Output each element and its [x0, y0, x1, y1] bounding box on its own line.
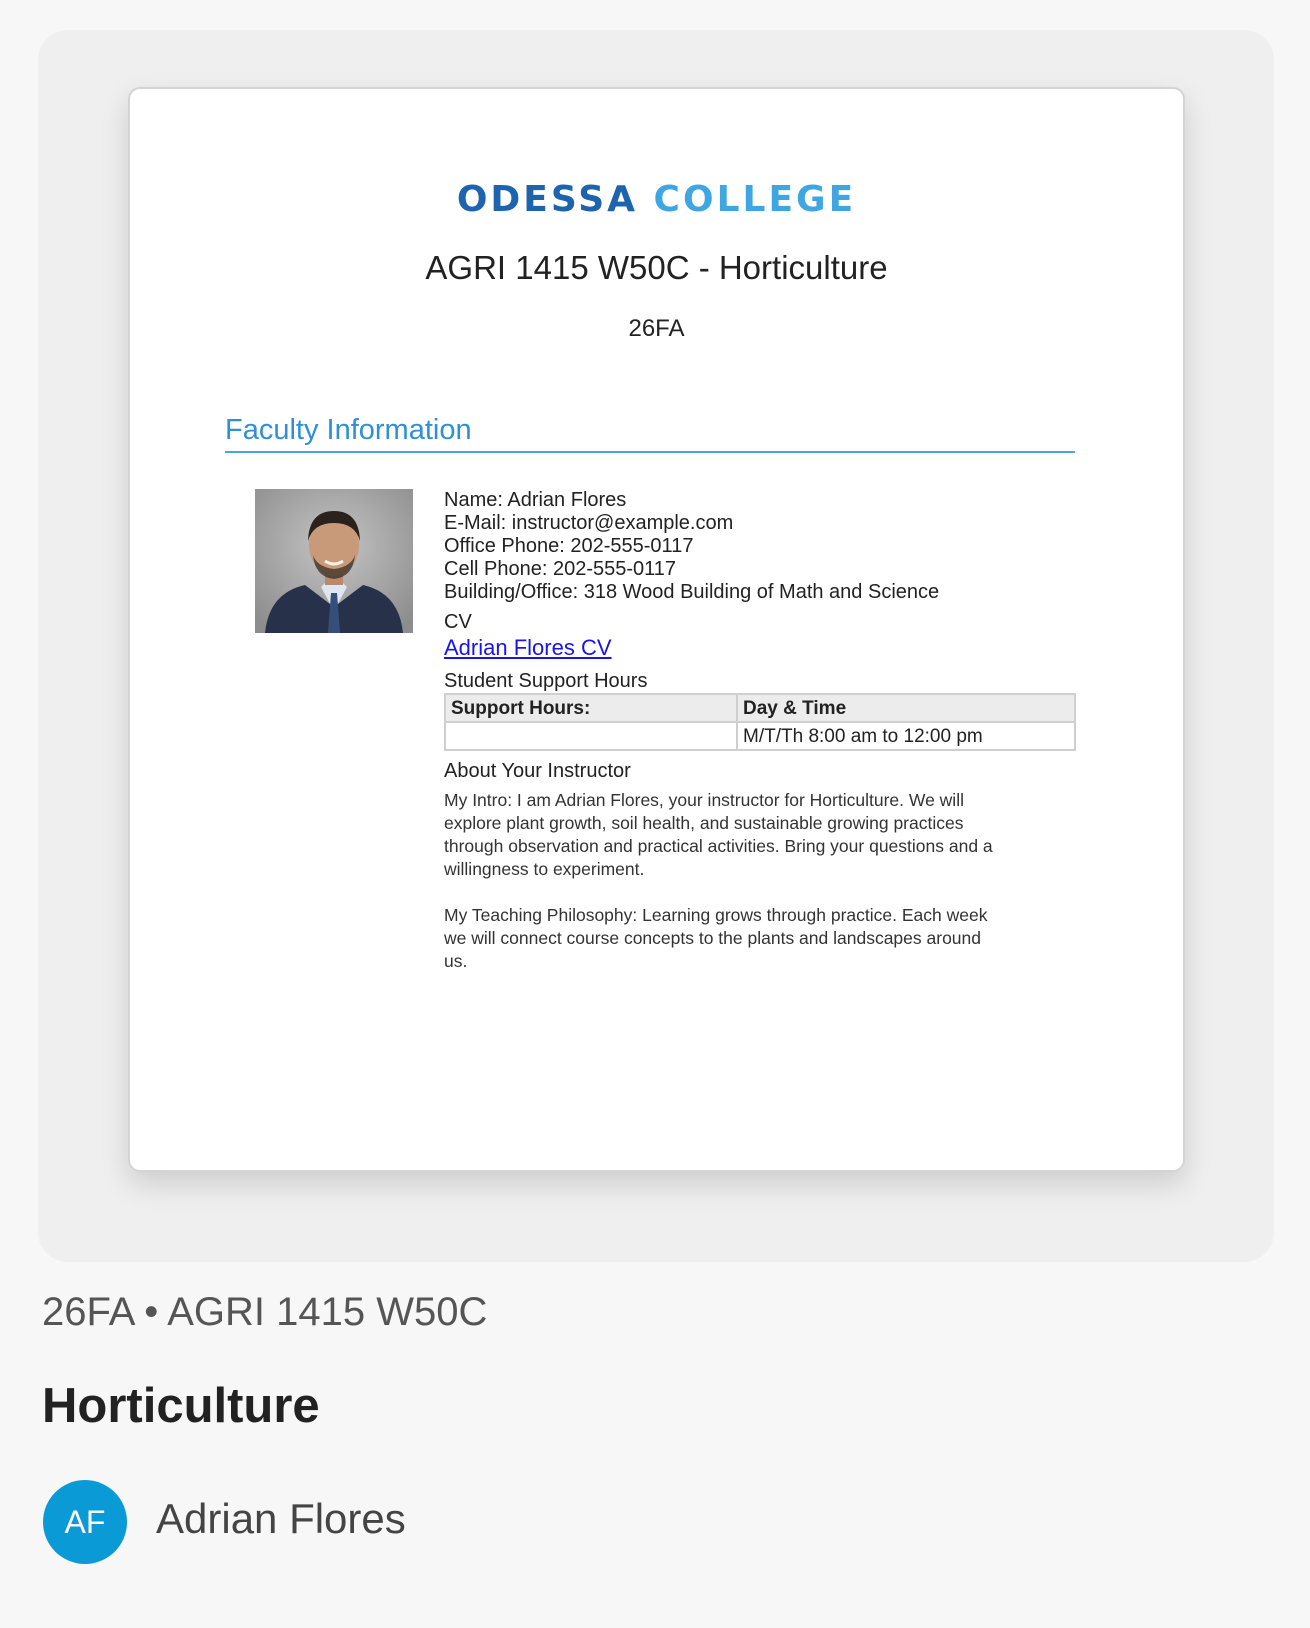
support-hours-label: Student Support Hours: [444, 670, 648, 692]
cv-link[interactable]: Adrian Flores CV: [444, 635, 612, 660]
table-header: Support Hours:: [445, 694, 737, 722]
table-cell: M/T/Th 8:00 am to 12:00 pm: [737, 722, 1075, 750]
support-hours-table: [444, 693, 1076, 751]
document-term: 26FA: [628, 315, 685, 342]
about-label: About Your Instructor: [444, 760, 631, 782]
table-row: [445, 722, 1075, 750]
info-office-phone: Office Phone: 202-555-0117: [444, 535, 694, 557]
philosophy-paragraph: My Teaching Philosophy: Learning grows through practice. Each week we will connect course concepts to the plants and landscapes around us.: [444, 905, 988, 971]
intro-paragraph: My Intro: I am Adrian Flores, your instructor for Horticulture. We will explore plant growth, soil health, and sustainable growing practices through observation and practical activities. Bring your questions and a willingness to experiment.: [444, 790, 993, 879]
instructor-name: Adrian Flores: [156, 1495, 406, 1542]
faculty-info: [444, 489, 1084, 973]
cv-label: CV: [444, 611, 472, 633]
instructor-photo: [255, 489, 413, 633]
info-building: Building/Office: 318 Wood Building of Math and Science: [444, 581, 940, 603]
info-cell-phone: Cell Phone: 202-555-0117: [444, 558, 677, 580]
course-card-preview[interactable]: [38, 30, 1274, 1262]
avatar: AF: [43, 1480, 127, 1564]
table-cell: [445, 722, 737, 750]
section-title: Faculty Information: [225, 414, 1075, 453]
table-header: Day & Time: [737, 694, 1075, 722]
college-logo: ODESSA COLLEGE: [456, 179, 857, 220]
course-name[interactable]: Horticulture: [42, 1379, 320, 1433]
table-header-row: [445, 694, 1075, 722]
info-email: E-Mail: instructor@example.com: [444, 512, 734, 534]
document-title: AGRI 1415 W50C - Horticulture: [425, 249, 888, 286]
info-name: Name: Adrian Flores: [444, 489, 627, 511]
course-meta: 26FA • AGRI 1415 W50C: [42, 1290, 488, 1334]
syllabus-document: [128, 87, 1185, 1172]
